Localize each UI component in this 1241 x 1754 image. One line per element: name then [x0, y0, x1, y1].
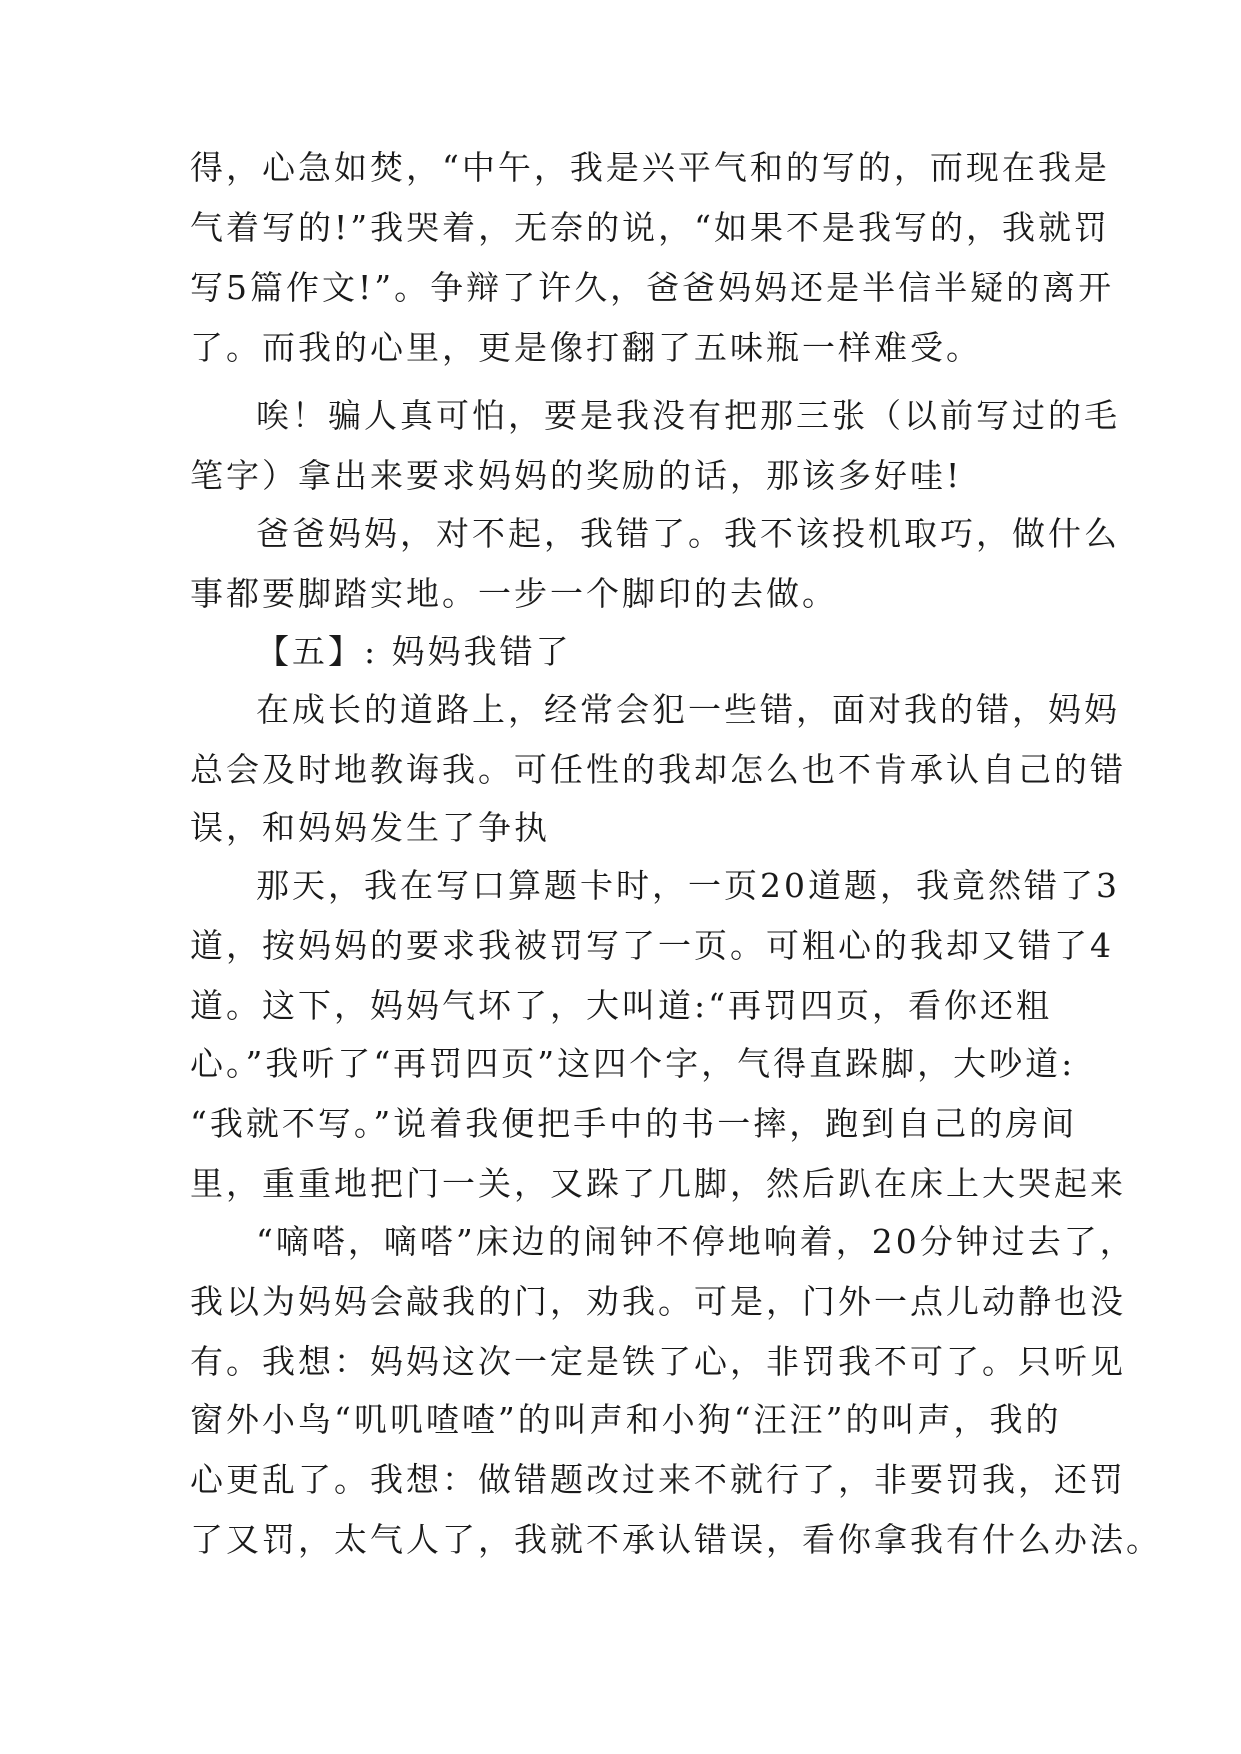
paragraph-first-line: 爸爸妈妈，对不起，我错了。我不该投机取巧，做什么 — [256, 514, 1120, 553]
text-line: 了又罚，太气人了，我就不承认错误，看你拿我有什么办法。 — [190, 1520, 1162, 1559]
paragraph-first-line: 唉！骗人真可怕，要是我没有把那三张（以前写过的毛 — [256, 396, 1120, 435]
text-line: 误，和妈妈发生了争执 — [190, 808, 550, 847]
text-line: 了。而我的心里，更是像打翻了五味瓶一样难受。 — [190, 328, 982, 367]
paragraph-first-line: 那天，我在写口算题卡时，一页20道题，我竟然错了3 — [256, 866, 1120, 905]
paragraph-first-line: 在成长的道路上，经常会犯一些错，面对我的错，妈妈 — [256, 690, 1120, 729]
text-line: 有。我想：妈妈这次一定是铁了心，非罚我不可了。只听见 — [190, 1342, 1126, 1381]
text-line: 心。”我听了“再罚四页”这四个字，气得直跺脚，大吵道: — [190, 1044, 1076, 1083]
text-line: 道。这下，妈妈气坏了，大叫道:“再罚四页，看你还粗 — [190, 986, 1052, 1025]
text-line: “我就不写。”说着我便把手中的书一摔，跑到自己的房间 — [190, 1104, 1078, 1143]
text-line: 写5篇作文!”。争辩了许久，爸爸妈妈还是半信半疑的离开 — [190, 268, 1115, 307]
section-heading: 【五】: 妈妈我错了 — [256, 632, 572, 671]
text-line: 总会及时地教诲我。可任性的我却怎么也不肯承认自己的错 — [190, 750, 1126, 789]
text-line: 心更乱了。我想：做错题改过来不就行了，非要罚我，还罚 — [190, 1460, 1126, 1499]
text-line: 气着写的!”我哭着，无奈的说，“如果不是我写的，我就罚 — [190, 208, 1111, 247]
text-line: 里，重重地把门一关，又跺了几脚，然后趴在床上大哭起来 — [190, 1164, 1126, 1203]
text-line: 事都要脚踏实地。一步一个脚印的去做。 — [190, 574, 838, 613]
text-line: 我以为妈妈会敲我的门，劝我。可是，门外一点儿动静也没 — [190, 1282, 1126, 1321]
text-line: 道，按妈妈的要求我被罚写了一页。可粗心的我却又错了4 — [190, 926, 1114, 965]
text-line: 笔字）拿出来要求妈妈的奖励的话，那该多好哇! — [190, 456, 963, 495]
paragraph-first-line: “嘀嗒，嘀嗒”床边的闹钟不停地响着，20分钟过去了， — [256, 1222, 1136, 1261]
text-line: 窗外小鸟“叽叽喳喳”的叫声和小狗“汪汪”的叫声，我的 — [190, 1400, 1062, 1439]
text-line: 得，心急如焚，“中午，我是兴平气和的写的，而现在我是 — [190, 148, 1110, 187]
